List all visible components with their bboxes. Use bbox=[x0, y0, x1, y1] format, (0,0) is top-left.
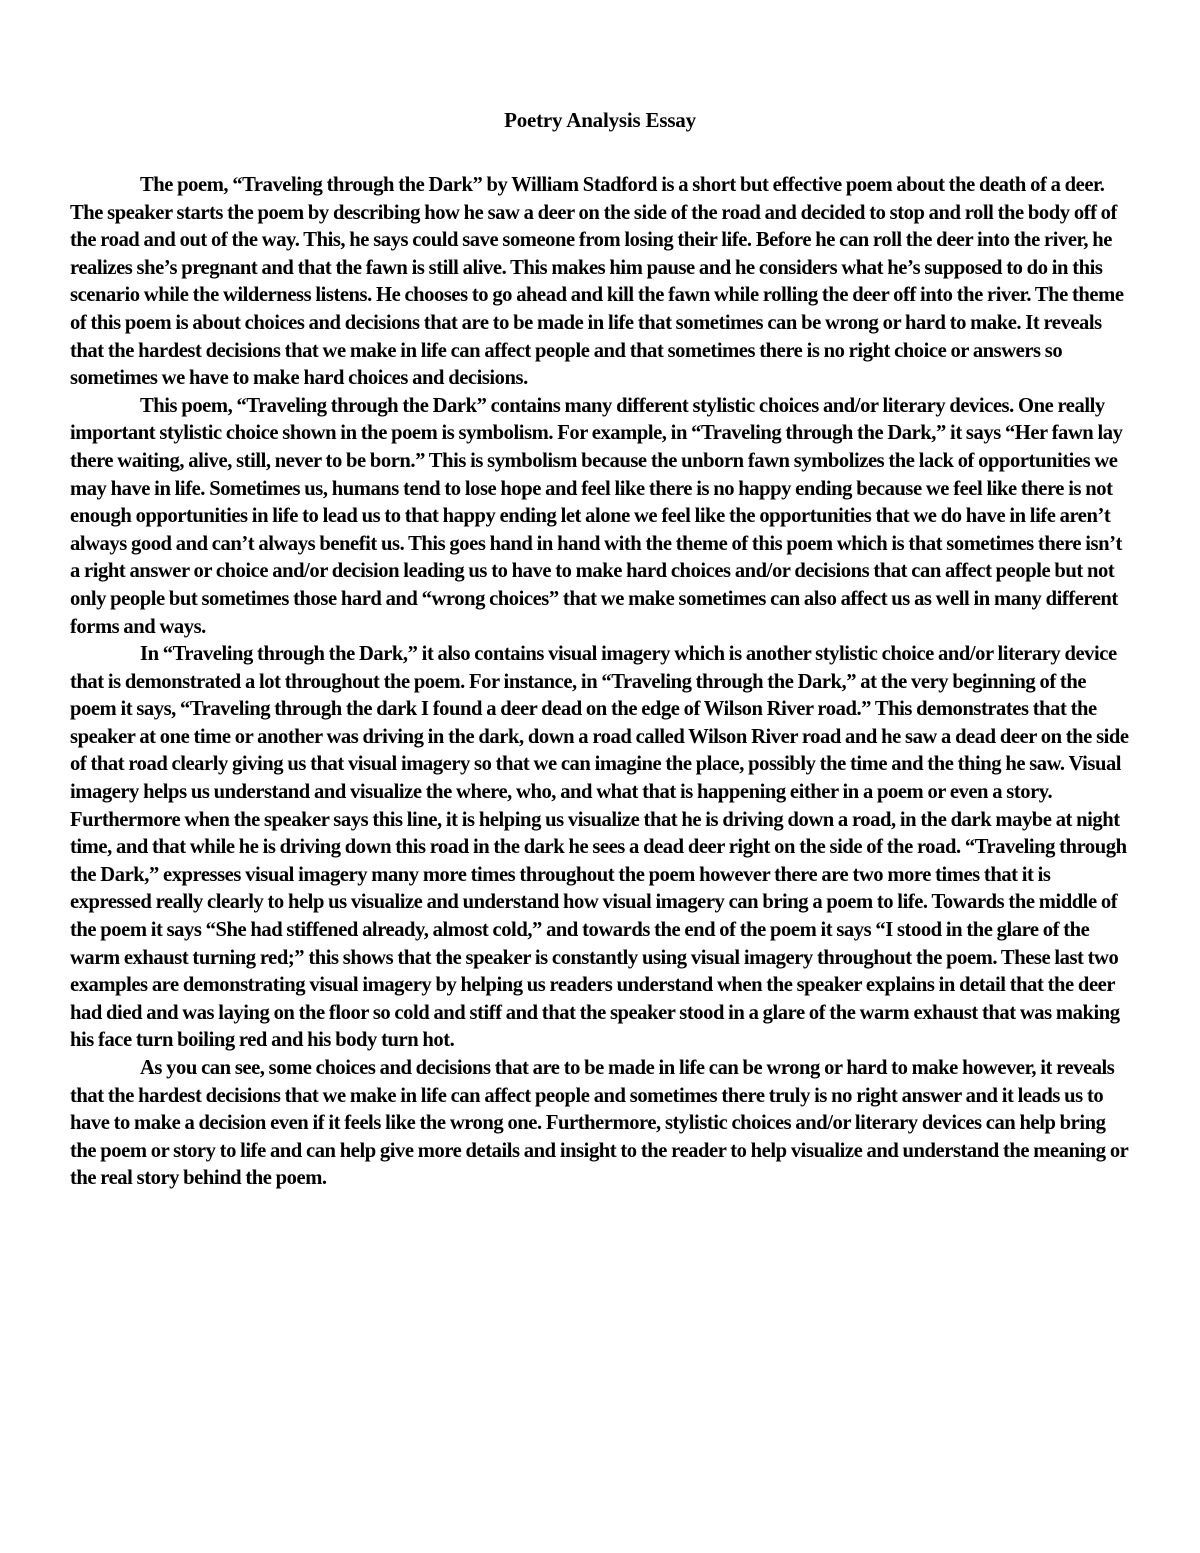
paragraph-3: In “Traveling through the Dark,” it also contains visual imagery which is another stylistic choice and/or literary device that is demonstrated a lot throughout the poem. For instance, in “Traveling through the Dark,” at the very beginning of the poem it says, “Traveling through the dark I found a deer dead on the edge of Wilson River road.” This demonstrates that the speaker at one time or another was driving in the dark, down a road called Wilson River road and he saw a dead deer on the side of that road clearly giving us that visual imagery so that we can imagine the place, possibly the time and the thing he saw. Visual imagery helps us understand and visualize the where, who, and what that is happening either in a poem or even a story. Furthermore when the speaker says this line, it is helping us visualize that he is driving down a road, in the dark maybe at night time, and that while he is driving down this road in the dark he sees a dead deer right on the side of the road. “Traveling through the Dark,” expresses visual imagery many more times throughout the poem however there are two more times that it is expressed really clearly to help us visualize and understand how visual imagery can bring a poem to life. Towards the middle of the poem it says “She had stiffened already, almost cold,” and towards the end of the poem it says “I stood in the glare of the warm exhaust turning red;” this shows that the speaker is constantly using visual imagery throughout the poem. These last two examples are demonstrating visual imagery by helping us readers understand when the speaker explains in detail that the deer had died and was laying on the floor so cold and stiff and that the speaker stood in a glare of the warm exhaust that was making his face turn boiling red and his body turn hot. bbox=[70, 643, 1129, 1052]
document-title: Poetry Analysis Essay bbox=[504, 108, 696, 132]
paragraph-4: As you can see, some choices and decisions that are to be made in life can be wrong or hard to make however, it reveals that the hardest decisions that we make in life can affect people and sometimes there truly is no right answer and it leads us to have to make a decision even if it feels like the wrong one. Furthermore, stylistic choices and/or literary devices can help bring the poem or story to life and can help give more details and insight to the reader to help visualize and understand the meaning or the real story behind the poem. bbox=[70, 1057, 1128, 1190]
paragraph-2: This poem, “Traveling through the Dark” contains many different stylistic choices and/or literary devices. One really important stylistic choice shown in the poem is symbolism. For example, in “Traveling through the Dark,” it says “Her fawn lay there waiting, alive, still, never to be born.” This is symbolism because the unborn fawn symbolizes the lack of opportunities we may have in life. Sometimes us, humans tend to lose hope and feel like there is no happy ending because we feel like there is not enough opportunities in life to lead us to that happy ending let alone we feel like the opportunities that we do have in life aren’t always good and can’t always benefit us. This goes hand in hand with the theme of this poem which is that sometimes there isn’t a right answer or choice and/or decision leading us to have to make hard choices and/or decisions that can affect people but not only people but sometimes those hard and “wrong choices” that we make sometimes can also affect us as well in many different forms and ways. bbox=[70, 394, 1123, 638]
essay-body bbox=[70, 172, 1132, 1193]
paragraph-1: The poem, “Traveling through the Dark” by William Stadford is a short but effective poem about the death of a deer. The speaker starts the poem by describing how he saw a deer on the side of the road and decided to stop and roll the body off of the road and out of the way. This, he says could save someone from losing their life. Before he can roll the deer into the river, he realizes she’s pregnant and that the fawn is still alive. This makes him pause and he considers what he’s supposed to do in this scenario while the wilderness listens. He chooses to go ahead and kill the fawn while rolling the deer off into the river. The theme of this poem is about choices and decisions that are to be made in life that sometimes can be wrong or hard to make. It reveals that the hardest decisions that we make in life can affect people and that sometimes there is no right choice or answers so sometimes we have to make hard choices and decisions. bbox=[70, 174, 1124, 390]
